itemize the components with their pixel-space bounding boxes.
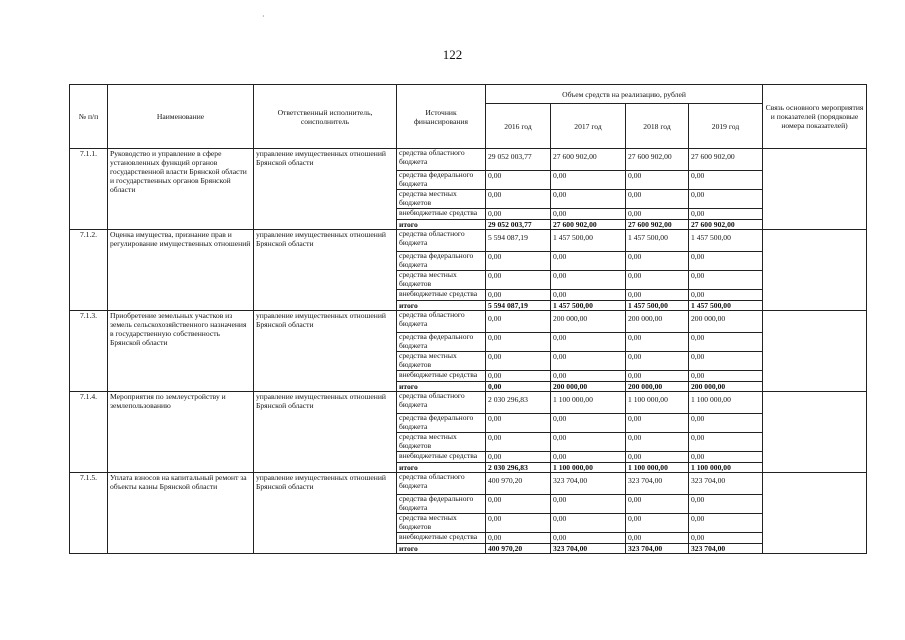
- amount-cell: 0,00: [689, 352, 763, 371]
- amount-cell: 0,00: [626, 190, 689, 209]
- amount-cell: 0,00: [486, 209, 551, 220]
- amount-cell: 0,00: [689, 171, 763, 190]
- table-row: [70, 473, 867, 495]
- amount-cell: 200 000,00: [689, 382, 763, 392]
- amount-cell: 0,00: [486, 333, 551, 352]
- table-row: [70, 230, 867, 252]
- amount-cell: 0,00: [551, 171, 626, 190]
- amount-cell: 0,00: [626, 414, 689, 433]
- amount-cell: 1 457 500,00: [689, 230, 763, 252]
- activity-name: Руководство и управление в сфере установленных функций органов государственной власти Брянской области и государственных органов Брянской области: [108, 149, 254, 230]
- header-year: 2017 год: [551, 104, 626, 149]
- amount-cell: 200 000,00: [689, 311, 763, 333]
- responsible-executor: управление имущественных отношений Брянской области: [254, 230, 397, 311]
- funding-source: средства областного бюджета: [397, 392, 486, 414]
- responsible-executor: управление имущественных отношений Брянской области: [254, 311, 397, 392]
- amount-cell: 1 100 000,00: [689, 463, 763, 473]
- amount-cell: 0,00: [689, 371, 763, 382]
- amount-cell: 0,00: [486, 371, 551, 382]
- amount-cell: 1 457 500,00: [626, 230, 689, 252]
- activity-name: Мероприятия по землеустройству и землепользованию: [108, 392, 254, 473]
- amount-cell: 0,00: [551, 495, 626, 514]
- amount-cell: 1 100 000,00: [551, 463, 626, 473]
- amount-cell: 0,00: [626, 495, 689, 514]
- indicator-link: [763, 311, 867, 392]
- amount-cell: 1 457 500,00: [551, 230, 626, 252]
- funding-source: средства областного бюджета: [397, 230, 486, 252]
- amount-cell: 323 704,00: [689, 473, 763, 495]
- funding-source: средства областного бюджета: [397, 473, 486, 495]
- funding-source: средства федерального бюджета: [397, 495, 486, 514]
- row-number: 7.1.1.: [70, 149, 108, 230]
- amount-cell: 0,00: [689, 433, 763, 452]
- amount-cell: 2 030 296,83: [486, 392, 551, 414]
- amount-cell: 0,00: [689, 252, 763, 271]
- table-row: [70, 149, 867, 171]
- amount-cell: 0,00: [551, 271, 626, 290]
- amount-cell: 27 600 902,00: [626, 220, 689, 230]
- funding-source: внебюджетные средства: [397, 209, 486, 220]
- amount-cell: 0,00: [486, 452, 551, 463]
- amount-cell: 0,00: [486, 514, 551, 533]
- amount-cell: 400 970,20: [486, 544, 551, 554]
- amount-cell: 29 052 003,77: [486, 220, 551, 230]
- amount-cell: 0,00: [626, 171, 689, 190]
- funding-source: средства местных бюджетов: [397, 352, 486, 371]
- header-source: Источник финансирования: [397, 85, 486, 149]
- funding-source: итого: [397, 463, 486, 473]
- amount-cell: 0,00: [486, 352, 551, 371]
- amount-cell: 29 052 003,77: [486, 149, 551, 171]
- funding-source: средства областного бюджета: [397, 149, 486, 171]
- amount-cell: 0,00: [626, 371, 689, 382]
- header-responsible: Ответственный исполнитель, соисполнитель: [254, 85, 397, 149]
- amount-cell: 0,00: [551, 371, 626, 382]
- amount-cell: 200 000,00: [626, 382, 689, 392]
- scan-dot: ·: [262, 12, 265, 21]
- amount-cell: 1 100 000,00: [626, 463, 689, 473]
- amount-cell: 0,00: [486, 495, 551, 514]
- amount-cell: 0,00: [626, 352, 689, 371]
- amount-cell: 1 457 500,00: [689, 301, 763, 311]
- funding-source: итого: [397, 301, 486, 311]
- amount-cell: 0,00: [551, 533, 626, 544]
- header-year: 2019 год: [689, 104, 763, 149]
- funding-source: внебюджетные средства: [397, 371, 486, 382]
- amount-cell: 0,00: [626, 514, 689, 533]
- amount-cell: 0,00: [551, 352, 626, 371]
- amount-cell: 0,00: [551, 514, 626, 533]
- amount-cell: 0,00: [689, 209, 763, 220]
- amount-cell: 0,00: [486, 414, 551, 433]
- row-number: 7.1.2.: [70, 230, 108, 311]
- amount-cell: 323 704,00: [689, 544, 763, 554]
- amount-cell: 0,00: [689, 514, 763, 533]
- table-row: [70, 392, 867, 414]
- amount-cell: 0,00: [626, 290, 689, 301]
- amount-cell: 0,00: [486, 382, 551, 392]
- amount-cell: 1 100 000,00: [551, 392, 626, 414]
- amount-cell: 0,00: [689, 414, 763, 433]
- page-number: 122: [442, 47, 463, 62]
- amount-cell: 323 704,00: [626, 473, 689, 495]
- table-row: [70, 311, 867, 333]
- amount-cell: 0,00: [486, 171, 551, 190]
- amount-cell: 0,00: [689, 290, 763, 301]
- indicator-link: [763, 473, 867, 554]
- amount-cell: 0,00: [551, 414, 626, 433]
- header-link: Связь основного мероприятия и показателей (порядковые номера показателей): [763, 85, 867, 149]
- amount-cell: 1 457 500,00: [626, 301, 689, 311]
- amount-cell: 0,00: [486, 311, 551, 333]
- amount-cell: 0,00: [486, 190, 551, 209]
- amount-cell: 323 704,00: [626, 544, 689, 554]
- row-number: 7.1.3.: [70, 311, 108, 392]
- amount-cell: 0,00: [551, 433, 626, 452]
- header-name: Наименование: [108, 85, 254, 149]
- responsible-executor: управление имущественных отношений Брянской области: [254, 473, 397, 554]
- amount-cell: 0,00: [551, 290, 626, 301]
- amount-cell: 0,00: [626, 533, 689, 544]
- amount-cell: 0,00: [551, 252, 626, 271]
- amount-cell: 0,00: [551, 333, 626, 352]
- amount-cell: 0,00: [486, 290, 551, 301]
- amount-cell: 0,00: [626, 252, 689, 271]
- amount-cell: 5 594 087,19: [486, 301, 551, 311]
- funding-source: внебюджетные средства: [397, 452, 486, 463]
- amount-cell: 200 000,00: [551, 382, 626, 392]
- amount-cell: 400 970,20: [486, 473, 551, 495]
- funding-source: средства местных бюджетов: [397, 190, 486, 209]
- funding-source: внебюджетные средства: [397, 290, 486, 301]
- header-num: № п/п: [70, 85, 108, 149]
- amount-cell: 0,00: [626, 433, 689, 452]
- amount-cell: 2 030 296,83: [486, 463, 551, 473]
- indicator-link: [763, 149, 867, 230]
- amount-cell: 5 594 087,19: [486, 230, 551, 252]
- amount-cell: 1 100 000,00: [626, 392, 689, 414]
- amount-cell: 323 704,00: [551, 473, 626, 495]
- funding-source: средства федерального бюджета: [397, 333, 486, 352]
- amount-cell: 0,00: [486, 252, 551, 271]
- funding-source: итого: [397, 382, 486, 392]
- amount-cell: 0,00: [689, 452, 763, 463]
- indicator-link: [763, 230, 867, 311]
- amount-cell: 27 600 902,00: [689, 149, 763, 171]
- amount-cell: 0,00: [689, 271, 763, 290]
- funding-source: итого: [397, 220, 486, 230]
- row-number: 7.1.4.: [70, 392, 108, 473]
- amount-cell: 0,00: [551, 209, 626, 220]
- activity-name: Приобретение земельных участков из земель сельскохозяйственного назначения в государственную собственность Брянской области: [108, 311, 254, 392]
- funding-source: средства федерального бюджета: [397, 252, 486, 271]
- funding-source: средства местных бюджетов: [397, 514, 486, 533]
- funding-source: итого: [397, 544, 486, 554]
- amount-cell: 1 457 500,00: [551, 301, 626, 311]
- amount-cell: 0,00: [486, 433, 551, 452]
- amount-cell: 27 600 902,00: [689, 220, 763, 230]
- amount-cell: 200 000,00: [626, 311, 689, 333]
- funding-source: внебюджетные средства: [397, 533, 486, 544]
- amount-cell: 27 600 902,00: [551, 220, 626, 230]
- amount-cell: 0,00: [626, 271, 689, 290]
- header-year: 2016 год: [486, 104, 551, 149]
- amount-cell: 27 600 902,00: [626, 149, 689, 171]
- row-number: 7.1.5.: [70, 473, 108, 554]
- amount-cell: 1 100 000,00: [689, 392, 763, 414]
- funding-source: средства местных бюджетов: [397, 271, 486, 290]
- header-year: 2018 год: [626, 104, 689, 149]
- activity-name: Уплата взносов на капитальный ремонт за объекты казны Брянской области: [108, 473, 254, 554]
- funding-source: средства федерального бюджета: [397, 171, 486, 190]
- funding-source: средства федерального бюджета: [397, 414, 486, 433]
- amount-cell: 0,00: [551, 190, 626, 209]
- responsible-executor: управление имущественных отношений Брянской области: [254, 392, 397, 473]
- amount-cell: 323 704,00: [551, 544, 626, 554]
- amount-cell: 0,00: [486, 533, 551, 544]
- amount-cell: 0,00: [689, 190, 763, 209]
- amount-cell: 0,00: [626, 452, 689, 463]
- amount-cell: 0,00: [626, 333, 689, 352]
- amount-cell: 27 600 902,00: [551, 149, 626, 171]
- amount-cell: 0,00: [689, 333, 763, 352]
- indicator-link: [763, 392, 867, 473]
- amount-cell: 0,00: [689, 533, 763, 544]
- amount-cell: 0,00: [486, 271, 551, 290]
- budget-table: [69, 84, 867, 554]
- header-volume: Объем средств на реализацию, рублей: [486, 85, 763, 104]
- funding-source: средства областного бюджета: [397, 311, 486, 333]
- amount-cell: 200 000,00: [551, 311, 626, 333]
- amount-cell: 0,00: [551, 452, 626, 463]
- amount-cell: 0,00: [689, 495, 763, 514]
- amount-cell: 0,00: [626, 209, 689, 220]
- activity-name: Оценка имущества, признание прав и регулирование имущественных отношений: [108, 230, 254, 311]
- responsible-executor: управление имущественных отношений Брянской области: [254, 149, 397, 230]
- funding-source: средства местных бюджетов: [397, 433, 486, 452]
